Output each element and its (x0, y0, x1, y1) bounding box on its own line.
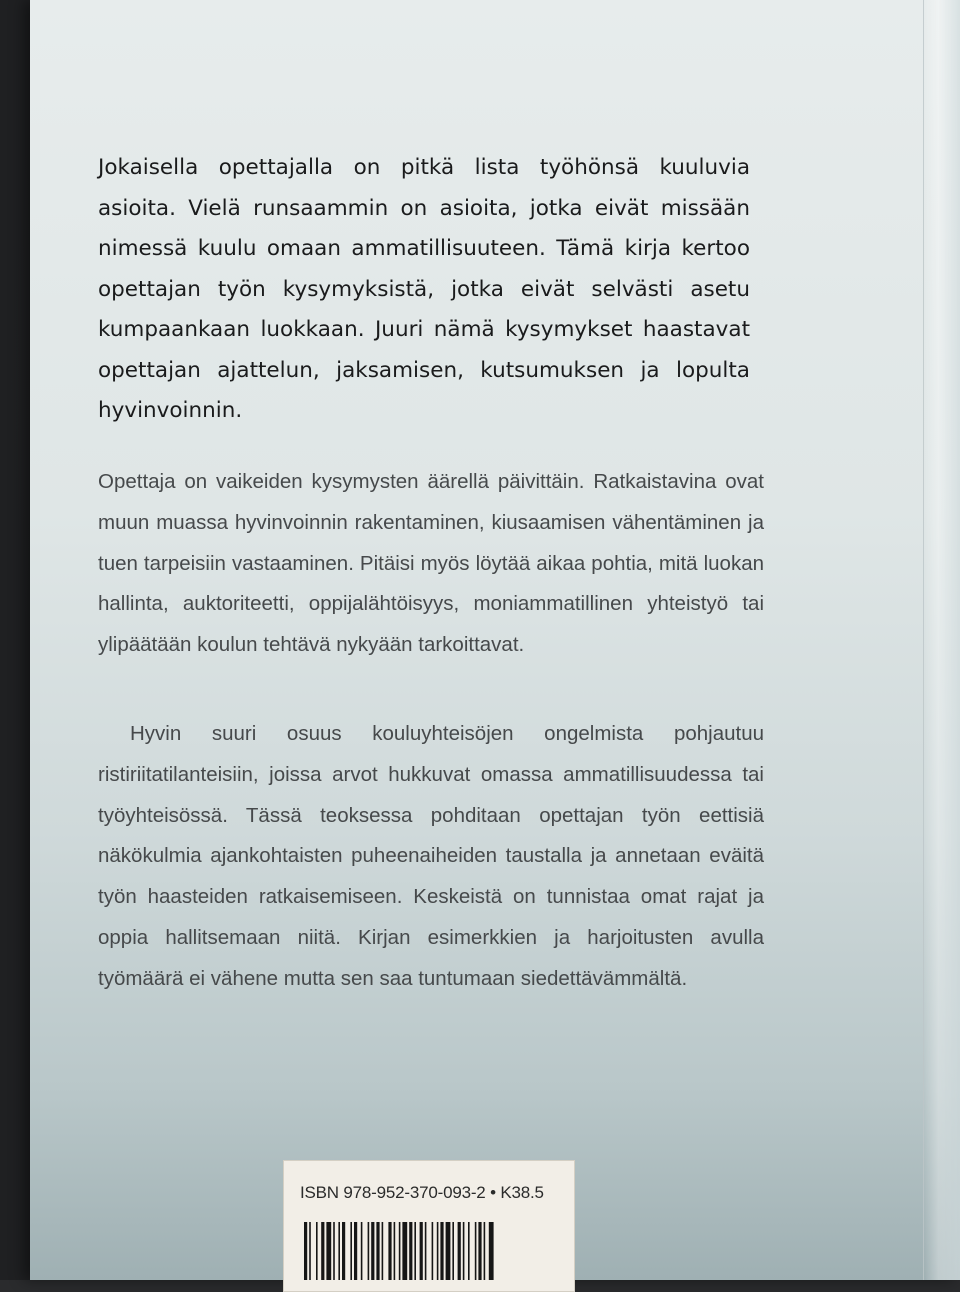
lead-paragraph: Jokaisella opettajalla on pitkä lista työhönsä kuuluvia asioita. Vielä runsaammin on asioita, jotka eivät missään nimessä kuulu omaan ammatillisuuteen. Tämä kirja kertoo opettajan työn kysymyksistä, jotka eivät selvästi asetu kumpaankaan luokkaan. Juuri nämä kysymykset haastavat opettajan ajattelun, jaksamisen, kutsumuksen ja lopulta hyvinvoinnin. (98, 155, 750, 423)
barcode-bar (388, 1222, 391, 1280)
barcode-bar (468, 1222, 470, 1280)
barcode-bar (458, 1222, 461, 1280)
barcode-bar (361, 1222, 363, 1280)
barcode-bar (371, 1222, 374, 1280)
barcode-bar (350, 1222, 352, 1280)
barcode-bar (326, 1222, 331, 1280)
barcode-bar (440, 1222, 443, 1280)
barcode-bar (489, 1222, 494, 1280)
barcode-bar (409, 1222, 412, 1280)
barcode-bar (437, 1222, 439, 1280)
barcode-bar (432, 1222, 434, 1280)
barcode-bar (478, 1222, 481, 1280)
isbn-label: ISBN 978-952-370-093-2 • K38.5 (300, 1183, 544, 1202)
barcode-bar (399, 1222, 401, 1280)
barcode-bar (342, 1222, 345, 1280)
barcode-bar (338, 1222, 340, 1280)
barcode-bar (309, 1222, 311, 1280)
barcode-bar (316, 1222, 318, 1280)
barcode-bar (420, 1222, 423, 1280)
barcode-bar (475, 1222, 477, 1280)
barcode-bar (382, 1222, 384, 1280)
barcode-bar (304, 1222, 307, 1280)
barcode-bar (446, 1222, 451, 1280)
barcode-bar (368, 1222, 370, 1280)
body-paragraph-1: Opettaja on vaikeiden kysymysten äärellä päivittäin. Ratkaistavina ovat muun muassa hyvinvoinnin rakentaminen, kiusaamisen vähentäminen ja tuen tarpeisiin vastaaminen. Pitäisi myös löytää aikaa pohtia, mitä luokan hallinta, auktoriteetti, oppijalähtöisyys, moniammatillinen yhteistyö tai ylipäätään koulun tehtävä nykyään tarkoittavat. (98, 470, 764, 657)
barcode-bar (452, 1222, 454, 1280)
book-page-edge (923, 0, 960, 1280)
barcode-bar (484, 1222, 486, 1280)
barcode-bar (354, 1222, 357, 1280)
barcode-bar (463, 1222, 465, 1280)
barcode-bar (333, 1222, 335, 1280)
barcode-bar (425, 1222, 427, 1280)
barcode-bar (321, 1222, 324, 1280)
body-paragraph-2: Hyvin suuri osuus kouluyhteisöjen ongelmista pohjautuu ristiriitatilanteisiin, joissa arvot hukkuvat omassa ammatillisuudessa tai työyhteisössä. Tässä teoksessa pohditaan opettajan työn eettisiä näkökulmia ajankohtaisten puheenaiheiden taustalla ja annetaan eväitä työn haasteiden ratkaisemiseen. Keskeistä on tunnistaa omat rajat ja oppia hallitsemaan niitä. Kirjan esimerkkien ja harjoitusten avulla työmäärä ei vähene mutta sen saa tuntumaan siedettävämmältä. (98, 722, 764, 990)
barcode-bar (402, 1222, 407, 1280)
barcode-bar (394, 1222, 396, 1280)
barcode-bar (376, 1222, 379, 1280)
barcode (300, 1222, 562, 1280)
barcode-bar (414, 1222, 416, 1280)
